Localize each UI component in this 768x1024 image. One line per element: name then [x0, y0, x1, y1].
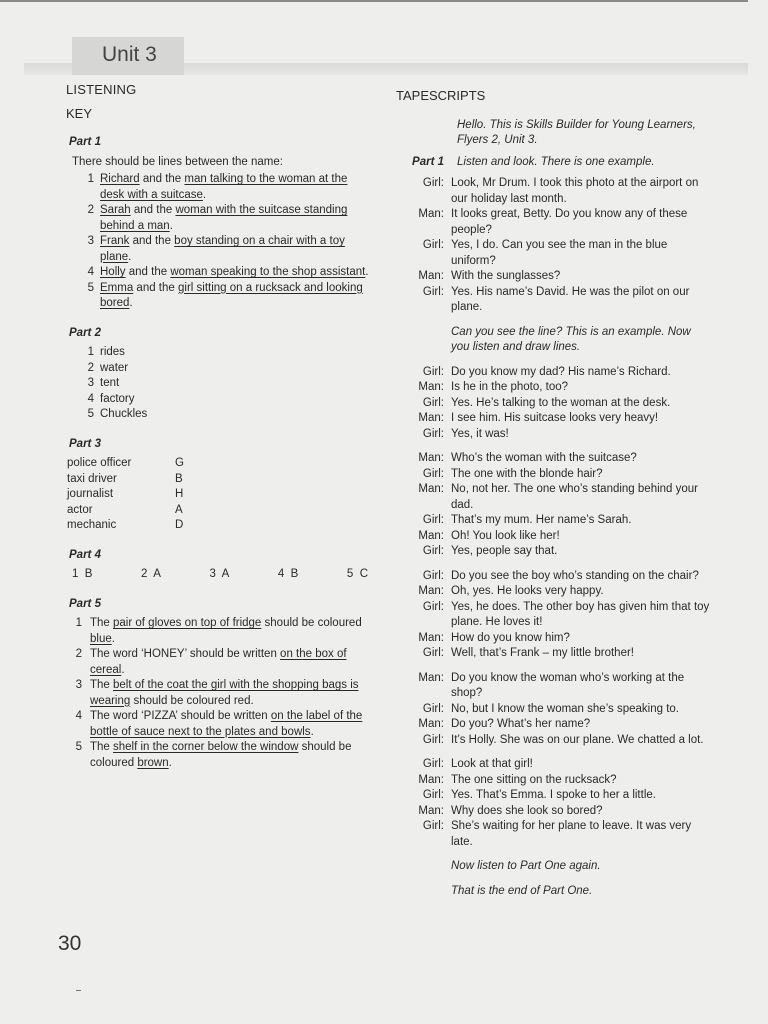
line-gap — [396, 875, 712, 884]
speaker-label: Girl: — [422, 514, 444, 526]
item-text: . — [169, 219, 173, 232]
speaker-label: Girl: — [422, 702, 444, 715]
list-item — [66, 709, 374, 740]
answer-word: Chuckles — [100, 408, 148, 420]
item-text: . — [310, 725, 314, 738]
speaker-label: Girl: — [422, 647, 444, 659]
item-number: 4 — [87, 266, 94, 278]
item-number: 3 — [87, 235, 94, 247]
job-label: mechanic — [67, 519, 117, 531]
part4-title: Part 4 — [69, 548, 101, 561]
item-text: The — [90, 741, 114, 753]
answer-pair: 5 C — [346, 568, 368, 580]
script-part-instruction: Listen and look. There is one example. — [457, 155, 655, 168]
line-gap — [396, 316, 712, 325]
speaker-label: Man: — [418, 208, 444, 220]
answer-name: Holly — [100, 266, 126, 278]
part2-title: Part 2 — [69, 326, 101, 339]
answer-word: water — [100, 361, 129, 374]
speaker-label: Girl: — [422, 177, 444, 189]
dialogue-line: She’s waiting for her plane to leave. It was very late. — [451, 820, 692, 848]
dialogue-line: The one sitting on the rucksack? — [451, 773, 617, 786]
item-number: 1 — [87, 173, 94, 185]
page-number: 30 — [58, 932, 82, 955]
table-row — [67, 487, 374, 503]
answer-colour: blue — [90, 632, 112, 645]
speaker-label: Girl: — [422, 365, 444, 378]
item-text: should be coloured red. — [130, 694, 254, 707]
item-text: and the — [125, 266, 171, 278]
dialogue-line: With the sunglasses? — [451, 270, 561, 282]
speaker-label: Girl: — [422, 427, 444, 440]
item-number: 4 — [87, 392, 94, 405]
dialogue-line: It’s Holly. She was on our plane. We chatted a lot. — [451, 733, 704, 746]
dialogue-line: Yes, it was! — [451, 427, 509, 440]
dialogue-line: Do you see the boy who’s standing on the chair? — [451, 569, 699, 582]
list-item — [72, 392, 374, 408]
item-text: should be coloured — [90, 741, 352, 769]
dialogue-line: No, but I know the woman she’s speaking to. — [451, 702, 680, 715]
table-row — [67, 518, 374, 534]
speaker-label: Man: — [418, 671, 444, 684]
item-text: and the — [139, 173, 185, 185]
item-text: . — [365, 266, 369, 278]
narration-line: That is the end of Part One. — [451, 884, 593, 897]
item-text: should be coloured — [261, 617, 362, 629]
list-item — [72, 361, 374, 377]
item-text: The — [90, 617, 114, 629]
unit-title: Unit 3 — [102, 43, 157, 66]
speaker-label: Girl: — [422, 758, 444, 770]
answer-name: Emma — [100, 281, 134, 294]
answer-pair: 2 A — [141, 568, 161, 580]
part4-answers — [72, 567, 368, 583]
line-gap — [396, 748, 712, 757]
speaker-label: Man: — [418, 529, 444, 542]
list-item — [66, 678, 374, 709]
dialogue-line: Do you? What’s her name? — [451, 718, 591, 730]
unit-tab — [72, 37, 184, 75]
part5-title: Part 5 — [69, 597, 101, 610]
item-number: 5 — [87, 281, 94, 294]
speaker-label — [396, 325, 444, 356]
answer-phrase: pair of gloves on top of fridge — [113, 617, 262, 629]
speaker-label: Man: — [418, 381, 444, 393]
line-gap — [396, 560, 712, 569]
narration-line: Now listen to Part One again. — [451, 860, 601, 872]
dialogue-line: Yes. That’s Emma. I spoke to her a little. — [451, 789, 656, 801]
item-text: The word ‘PIZZA’ should be written — [90, 710, 271, 722]
dialogue-line: Yes, people say that. — [451, 545, 558, 557]
list-item — [72, 265, 374, 281]
item-text: . — [128, 250, 132, 263]
part2-section — [66, 326, 374, 423]
answer-phrase: girl sitting on a rucksack and looking bored — [100, 281, 363, 309]
speaker-label: Girl: — [422, 820, 444, 832]
speaker-label: Man: — [418, 773, 444, 786]
listening-heading: LISTENING — [66, 82, 137, 97]
answer-colour: brown — [137, 756, 169, 769]
part4-section — [66, 548, 374, 583]
speaker-label: Girl: — [422, 467, 444, 480]
part3-section — [66, 437, 374, 534]
answer-name: Richard — [100, 173, 140, 185]
speaker-label: Man: — [418, 483, 444, 495]
dialogue-line: Oh, yes. He looks very happy. — [451, 585, 604, 597]
answer-key-column — [66, 82, 374, 771]
speaker-label: Girl: — [422, 569, 444, 582]
answer-phrase: boy standing on a chair with a toy plane — [100, 235, 345, 263]
answer-phrase: woman with the suitcase standing behind a man — [100, 204, 348, 232]
answer-phrase: belt of the coat the girl with the shopping bags is wearing — [90, 679, 359, 707]
speaker-label — [396, 859, 444, 875]
dialogue-line: Yes, I do. Can you see the man in the blue uniform? — [451, 239, 668, 267]
answer-pair: 1 B — [72, 568, 93, 580]
script-part-label: Part 1 — [412, 155, 444, 168]
speaker-label — [396, 884, 444, 900]
list-item — [72, 345, 374, 361]
line-gap — [396, 850, 712, 859]
list-item — [66, 647, 374, 678]
script-intro-text: Hello. This is Skills Builder for Young Learners, Flyers 2, Unit 3. — [457, 118, 696, 146]
part3-title: Part 3 — [69, 437, 101, 450]
item-text: The word ‘HONEY’ should be written — [90, 648, 281, 660]
answer-letter: G — [175, 457, 184, 469]
script-intro — [396, 118, 712, 149]
dialogue-line: Who’s the woman with the suitcase? — [451, 452, 637, 464]
answer-pair: 4 B — [277, 568, 299, 580]
answer-phrase: shelf in the corner below the window — [113, 741, 299, 753]
speaker-label: Man: — [418, 804, 444, 817]
tapescripts-heading: TAPESCRIPTS — [396, 88, 486, 103]
dialogue-line: How do you know him? — [451, 631, 570, 644]
list-item — [66, 616, 374, 647]
answer-phrase: woman speaking to the shop assistant — [170, 266, 366, 278]
item-text: The — [90, 679, 114, 691]
answer-word: rides — [100, 346, 125, 358]
item-text: and the — [130, 204, 176, 216]
list-item — [72, 203, 374, 234]
dialogue-line: That’s my mum. Her name’s Sarah. — [451, 514, 632, 526]
table-row — [67, 503, 374, 519]
item-number: 1 — [87, 346, 94, 358]
dialogue-line: Yes. He’s talking to the woman at the desk. — [451, 396, 671, 409]
item-text: . — [111, 632, 115, 645]
part1-title: Part 1 — [69, 136, 101, 148]
narration-line: Can you see the line? This is an example. Now you listen and draw lines. — [451, 325, 691, 353]
dialogue-line: Well, that’s Frank – my little brother! — [451, 647, 635, 659]
dialogue-line: The one with the blonde hair? — [451, 467, 603, 480]
script-lines — [396, 176, 712, 899]
dialogue-line: Why does she look so bored? — [451, 804, 603, 817]
item-text: . — [121, 663, 125, 676]
item-number: 4 — [75, 710, 82, 722]
item-text: . — [129, 297, 133, 309]
list-item — [72, 281, 374, 312]
answer-word: factory — [100, 392, 135, 405]
speaker-label: Girl: — [422, 239, 444, 251]
job-label: actor — [67, 503, 93, 516]
item-text: . — [202, 188, 207, 201]
answer-letter: D — [175, 519, 184, 531]
dialogue-line: It looks great, Betty. Do you know any of these people? — [451, 208, 688, 236]
job-label: police officer — [67, 457, 132, 469]
part2-list — [66, 345, 374, 423]
part5-list — [66, 616, 374, 771]
dialogue-line: No, not her. The one who’s standing behind your dad. — [451, 483, 698, 511]
item-number: 2 — [87, 204, 94, 216]
dialogue-line: Do you know the woman who’s working at the shop? — [451, 671, 685, 699]
speaker-label: Man: — [418, 585, 444, 597]
dialogue-line: I see him. His suitcase looks very heavy! — [451, 412, 659, 424]
speaker-label: Girl: — [422, 285, 444, 298]
table-row — [67, 472, 374, 488]
item-number: 5 — [87, 408, 94, 420]
item-text: and the — [129, 235, 175, 247]
list-item — [72, 407, 374, 423]
table-row — [67, 456, 374, 472]
list-item — [72, 376, 374, 392]
job-label: journalist — [67, 488, 114, 500]
item-number: 1 — [75, 617, 82, 629]
speaker-label: Girl: — [422, 733, 444, 746]
speaker-label: Girl: — [422, 545, 444, 557]
answer-letter: H — [175, 488, 184, 500]
answer-letter: A — [175, 503, 183, 516]
speaker-label: Man: — [418, 452, 444, 464]
top-rule — [0, 0, 748, 2]
dialogue-line: Is he in the photo, too? — [451, 381, 569, 393]
dialogue-line: Do you know my dad? His name’s Richard. — [451, 365, 671, 378]
answer-letter: B — [175, 472, 183, 485]
answer-phrase: man talking to the woman at the desk with a suitcase — [100, 173, 348, 201]
key-heading: KEY — [66, 105, 93, 121]
list-item — [72, 234, 374, 265]
item-number: 2 — [75, 648, 82, 660]
item-number: 2 — [87, 361, 94, 374]
answer-word: tent — [100, 377, 120, 389]
dialogue-line: Yes. His name’s David. He was the pilot on our plane. — [451, 285, 690, 313]
speaker-label: Girl: — [422, 600, 444, 613]
part5-section — [66, 597, 374, 772]
dialogue-line: Look, Mr Drum. I took this photo at the airport on our holiday last month. — [451, 177, 699, 205]
speaker-label: Man: — [418, 412, 444, 424]
speaker-label: Man: — [418, 631, 444, 644]
answer-name: Sarah — [100, 204, 131, 216]
answer-phrase: on the label of the bottle of sauce next to the plates and bowls — [90, 710, 363, 738]
line-gap — [396, 442, 712, 451]
speaker-label: Man: — [418, 270, 444, 282]
answer-pair: 3 A — [209, 568, 230, 580]
item-number: 5 — [75, 741, 82, 753]
item-number: 3 — [75, 679, 82, 691]
item-text: and the — [133, 281, 178, 294]
list-item — [66, 740, 374, 771]
line-gap — [396, 662, 712, 671]
part1-heading-row — [396, 155, 712, 171]
dialogue-line: Oh! You look like her! — [451, 529, 560, 542]
footer-mark — [76, 990, 81, 991]
job-label: taxi driver — [67, 472, 117, 485]
line-gap — [396, 356, 712, 365]
part1-intro: There should be lines between the name: — [72, 155, 283, 168]
answer-phrase: on the box of cereal — [90, 648, 347, 676]
dialogue-line: Yes, he does. The other boy has given him that toy plane. He loves it! — [451, 600, 710, 628]
dialogue-line: Look at that girl! — [451, 758, 533, 770]
part1-list — [66, 172, 374, 312]
speaker-label: Girl: — [422, 789, 444, 801]
answer-name: Frank — [100, 235, 130, 247]
item-text: . — [168, 756, 172, 769]
item-number: 3 — [87, 377, 94, 389]
list-item — [72, 172, 374, 203]
part1-section — [66, 135, 374, 312]
tapescripts-column — [396, 88, 712, 899]
speaker-label: Man: — [418, 718, 444, 730]
speaker-label: Girl: — [422, 396, 444, 409]
